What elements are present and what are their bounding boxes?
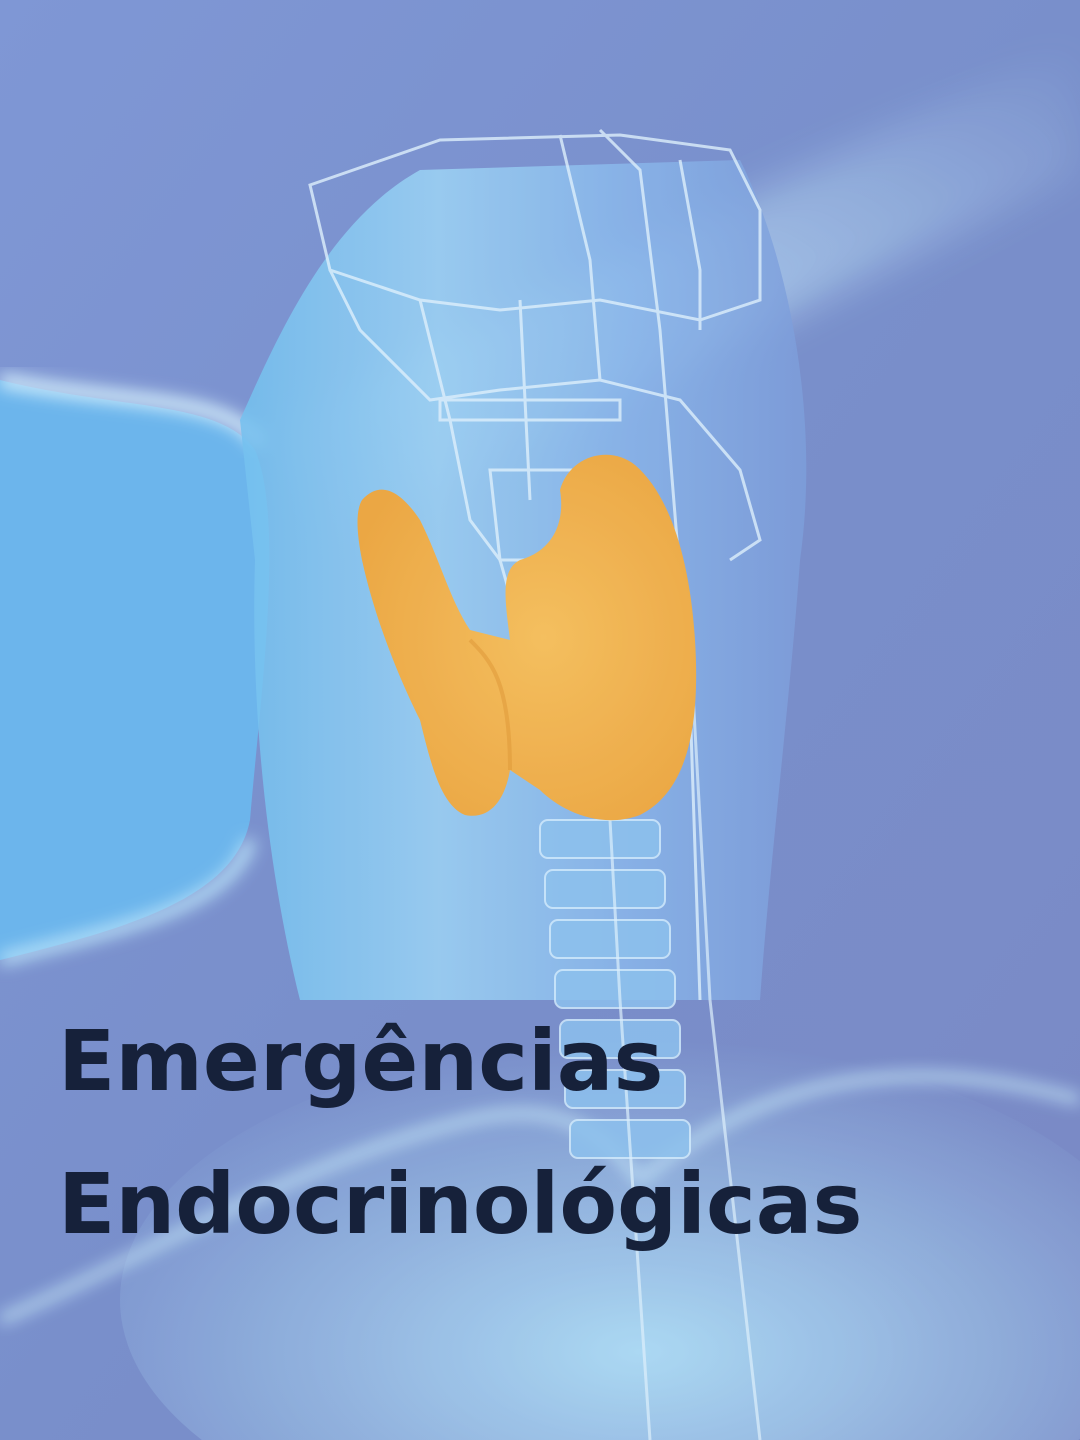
title-line-1: Emergências xyxy=(58,1012,664,1110)
title-line-2: Endocrinológicas xyxy=(58,1155,863,1253)
page-title xyxy=(58,990,1058,1276)
